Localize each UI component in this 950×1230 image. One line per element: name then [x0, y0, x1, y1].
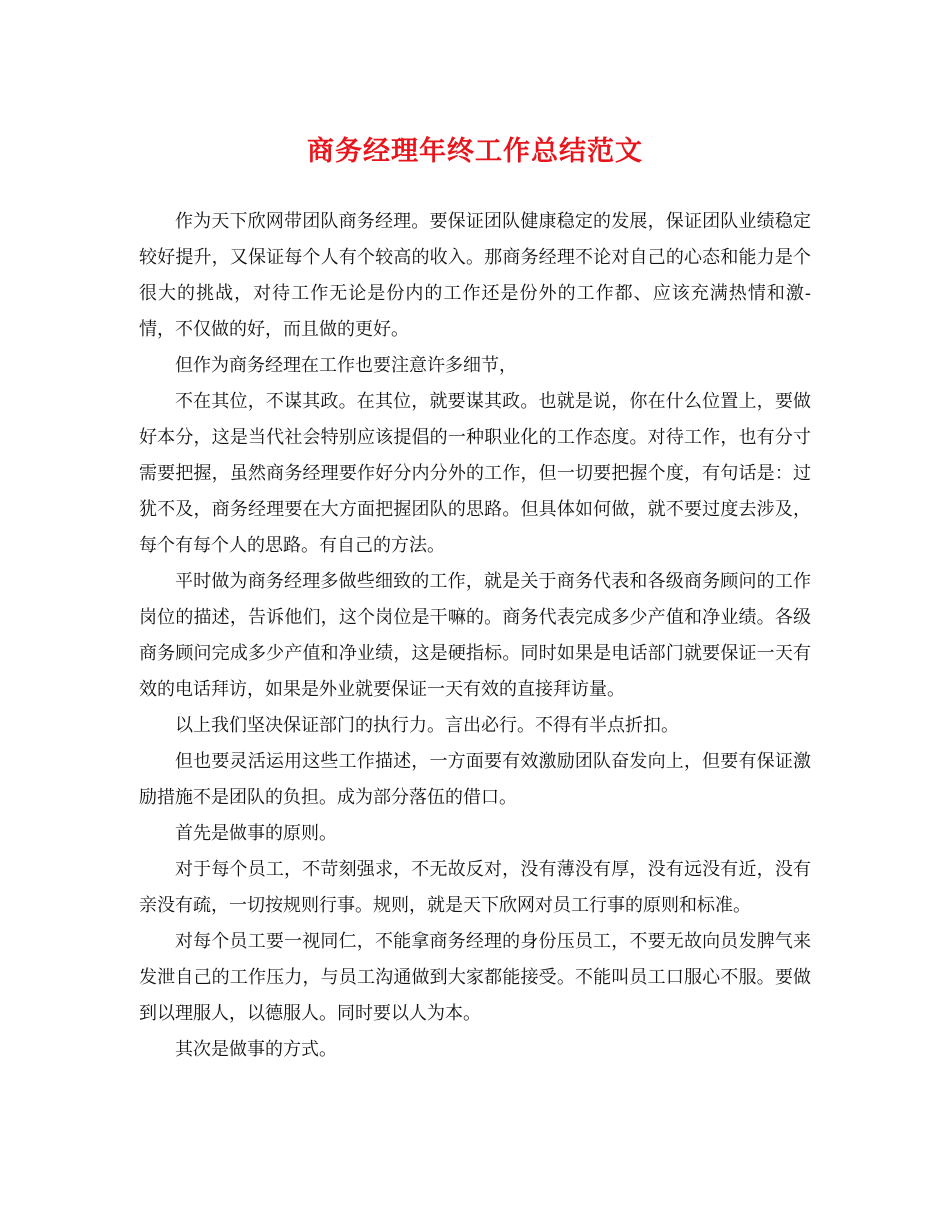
paragraph: 首先是做事的原则。 [175, 823, 337, 844]
paragraph: 对每个员工要一视同仁，不能拿商务经理的身份压员工，不要无故向员发脾气来发泄自己的工作压力，与员工沟通做到大家都能接受。不能叫员工口服心不服。要做到以理服人，以德服人。同时要以人为本。 [139, 931, 811, 1024]
paragraph: 作为天下欣网带团队商务经理。要保证团队健康稳定的发展，保证团队业绩稳定较好提升，又保证每个人有个较高的收入。那商务经理不论对自己的心态和能力是个很大的挑战，对待工作无论是份内的工作还是份外的工作都、应该充满热情和激-情，不仅做的好，而且做的更好。 [139, 211, 811, 340]
paragraph: 但作为商务经理在工作也要注意许多细节， [175, 355, 517, 376]
document-body [139, 204, 811, 1068]
paragraph: 对于每个员工，不苛刻强求，不无故反对，没有薄没有厚，没有远没有近，没有亲没有疏，一切按规则行事。规则，就是天下欣网对员工行事的原则和标准。 [139, 859, 811, 916]
paragraph: 不在其位，不谋其政。在其位，就要谋其政。也就是说，你在什么位置上，要做好本分，这是当代社会特别应该提倡的一种职业化的工作态度。对待工作，也有分寸需要把握，虽然商务经理要作好分内分外的工作，但一切要把握个度，有句话是：过犹不及，商务经理要在大方面把握团队的思路。但具体如何做，就不要过度去涉及，每个有每个人的思路。有自己的方法。 [139, 391, 811, 556]
paragraph: 但也要灵活运用这些工作描述，一方面要有效激励团队奋发向上，但要有保证激励措施不是团队的负担。成为部分落伍的借口。 [139, 751, 811, 808]
paragraph: 其次是做事的方式。 [175, 1039, 337, 1060]
document-title: 商务经理年终工作总结范文 [307, 136, 643, 167]
paragraph: 平时做为商务经理多做些细致的工作，就是关于商务代表和各级商务顾问的工作岗位的描述，告诉他们，这个岗位是干嘛的。商务代表完成多少产值和净业绩。各级商务顾问完成多少产值和净业绩，这是硬指标。同时如果是电话部门就要保证一天有效的电话拜访，如果是外业就要保证一天有效的直接拜访量。 [139, 571, 811, 700]
paragraph: 以上我们坚决保证部门的执行力。言出必行。不得有半点折扣。 [175, 715, 679, 736]
